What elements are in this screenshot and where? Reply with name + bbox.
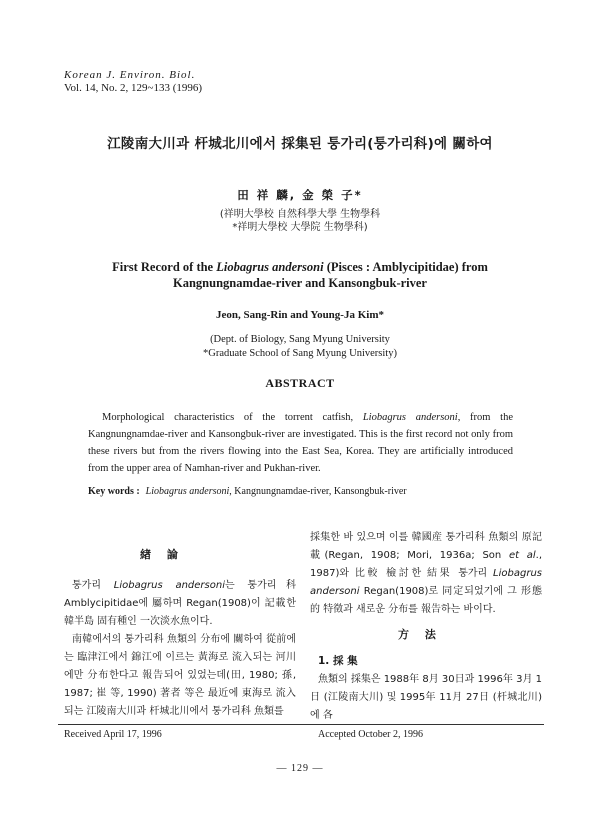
abstract-species: Liobagrus andersoni xyxy=(362,412,458,423)
journal-volume: Vol. 14, No. 2, 129~133 (1996) xyxy=(64,82,203,94)
left-text: 퉁가리 xyxy=(72,580,114,591)
left-paragraph-2: 南韓에서의 퉁가리科 魚類의 分布에 關하여 從前에는 臨津江에서 錦江에 이르는 黃海로 流入되는 河川에만 分布한다고 報告되어 있었는데(田, 1980; 孫, 1987; 崔 等, 1990) 著者 等은 最近에 東海로 流入되는 江陵南大川과 杆城北川에서 퉁가리科 魚類를 xyxy=(64,634,296,717)
left-species: Liobagrus andersoni xyxy=(113,580,225,591)
intro-heading: 緖 論 xyxy=(140,548,184,561)
title-english-part: First Record of the xyxy=(112,260,217,274)
title-english-line2: Kangnungnamdae-river and Kansongbuk-river xyxy=(173,276,427,290)
affiliation-korean xyxy=(0,208,600,234)
abstract-heading: ABSTRACT xyxy=(265,376,335,390)
title-english xyxy=(0,259,600,291)
right-species: Liobagrus andersoni xyxy=(310,568,542,597)
left-text: 는 퉁가리科 Amblycipitidae에 屬하며 Regan(1908)이 記載한 韓半島 固有種인 一次淡水魚이다. xyxy=(64,580,296,627)
subsection-collection: 1. 採 集 xyxy=(318,655,358,667)
affiliation-korean-line: (祥明大學校 自然科學大學 生物學科 xyxy=(219,209,381,220)
abstract-text: Morphological characteristics of the torrent catfish, xyxy=(102,412,363,423)
accepted-date: Accepted October 2, 1996 xyxy=(318,729,423,740)
right-column xyxy=(310,529,542,619)
affiliation-english-line: (Dept. of Biology, Sang Myung University xyxy=(210,334,390,345)
authors-korean: 田 祥 麟, 金 榮 子* xyxy=(237,188,363,202)
title-korean: 江陵南大川과 杆城北川에서 採集된 퉁가리(퉁가리科)에 關하여 xyxy=(107,136,493,152)
journal-name: Korean J. Environ. Biol. xyxy=(64,69,196,81)
affiliation-english-line: *Graduate School of Sang Myung University) xyxy=(203,348,397,359)
affiliation-english xyxy=(0,333,600,361)
received-date: Received April 17, 1996 xyxy=(64,729,162,740)
footer-divider xyxy=(58,724,544,725)
keywords-species: Liobagrus andersoni xyxy=(145,486,230,497)
keywords-label: Key words : xyxy=(88,486,140,497)
authors-english: Jeon, Sang-Rin and Young-Ja Kim* xyxy=(216,309,384,321)
right-text: Regan(1908)로 同定되었기에 그 形態的 特徵과 새로운 分布를 報告하는 바이다. xyxy=(310,586,542,615)
keywords-rest: , Kangnungnamdae-river, Kansongbuk-river xyxy=(229,486,407,497)
right-etal: et al xyxy=(508,550,536,561)
abstract-body xyxy=(88,409,513,477)
title-english-part: (Pisces : Amblycipitidae) from xyxy=(323,260,488,274)
right-text: 採集한 바 있으며 이를 韓國産 퉁가리科 魚類의 原記載(Regan, 1908; Mori, 1936a; Son xyxy=(310,532,542,561)
methods-heading: 方 法 xyxy=(398,628,442,641)
keywords xyxy=(88,486,528,497)
right-text: ., 1987)와 比較 檢討한 結果 퉁가리 xyxy=(310,550,542,579)
right-column-methods xyxy=(310,671,542,725)
page-number: — 129 — xyxy=(276,763,324,774)
left-column xyxy=(64,577,296,721)
methods-paragraph: 魚類의 採集은 1988年 8月 30日과 1996年 3月 1日 (江陵南大川) 및 1995年 11月 27日 (杆城北川)에 各 xyxy=(310,674,542,721)
journal-citation xyxy=(64,69,202,95)
affiliation-korean-line: *祥明大學校 大學院 生物學科) xyxy=(232,222,368,233)
abstract-text: , from the Kangnungnamdae-river and Kansongbuk-river are investigated. This is the first record not only from these rivers but from the rivers flowing into the East Sea, Korea. They are artificially introduced from the upper area of Namhan-river and Pukhan-river. xyxy=(88,412,513,474)
title-species: Liobagrus andersoni xyxy=(216,260,324,274)
